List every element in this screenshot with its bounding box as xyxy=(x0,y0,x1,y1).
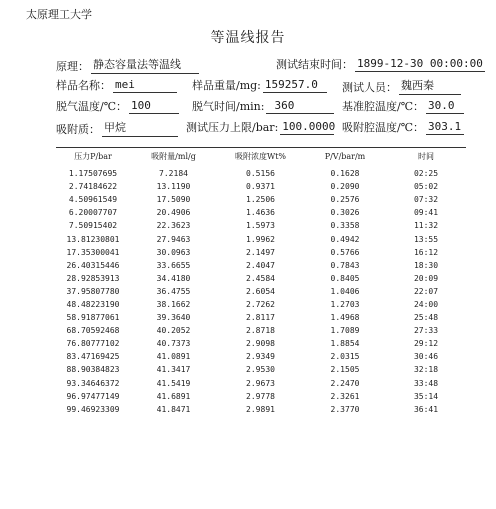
adsorption-amount-cell: 30.0963 xyxy=(156,247,191,257)
adsorption-amount-cell: 7.2184 xyxy=(159,169,188,179)
adsorption-concentration-cell: 2.9098 xyxy=(246,339,275,349)
sample-name-label: 样品名称： xyxy=(56,79,111,92)
adsorption-concentration-cell: 2.9891 xyxy=(246,404,275,414)
pressure-cell: 4.50961549 xyxy=(68,195,118,205)
sample-name-field xyxy=(56,77,177,93)
pressure-cell: 99.46923309 xyxy=(66,404,120,414)
principle-value: 静态容量法等温线 xyxy=(91,56,199,74)
adsorption-concentration-cell: 1.2506 xyxy=(246,195,275,205)
adsorbate-label: 吸附质： xyxy=(56,123,100,136)
time-cell: 36:41 xyxy=(413,404,439,414)
adsorption-concentration-cell: 2.6054 xyxy=(246,286,275,296)
adsorption-amount-cell: 41.3417 xyxy=(156,365,191,375)
pv-cell: 0.7843 xyxy=(330,260,360,270)
pv-cell: 2.3261 xyxy=(330,391,360,401)
time-cell: 27:33 xyxy=(413,326,439,336)
pressure-cell: 88.90384823 xyxy=(66,365,120,375)
sample-weight-label: 样品重量/mg: xyxy=(192,79,261,92)
table-row xyxy=(56,193,466,206)
table-row xyxy=(56,259,466,272)
table-row xyxy=(56,180,466,193)
adsorbate-field xyxy=(56,119,178,137)
adsorption-amount-cell: 38.1662 xyxy=(156,299,191,309)
table-row xyxy=(56,390,466,403)
pv-cell: 1.2703 xyxy=(330,299,360,309)
table-row xyxy=(56,377,466,390)
degas-temp-field xyxy=(56,98,179,114)
pv-cell: 0.2576 xyxy=(330,195,360,205)
adsorption-amount-cell: 33.6655 xyxy=(156,260,191,270)
pv-cell: 1.7089 xyxy=(330,326,360,336)
end-time-value: 1899-12-30 00:00:00 xyxy=(357,57,483,70)
tester-label: 测试人员： xyxy=(342,81,397,94)
time-cell: 09:41 xyxy=(413,208,439,218)
pv-cell: 0.3026 xyxy=(330,208,360,218)
pressure-cell: 26.40315446 xyxy=(66,260,120,270)
table-row xyxy=(56,167,466,180)
adsorption-amount-cell: 40.7373 xyxy=(156,339,191,349)
sample-weight-value: 159257.0 xyxy=(263,78,327,93)
time-cell: 11:32 xyxy=(413,221,439,231)
pv-cell: 0.3358 xyxy=(330,221,360,231)
principle-field xyxy=(56,56,199,74)
degas-time-label: 脱气时间/min: xyxy=(192,100,265,113)
info-row-4 xyxy=(56,119,466,140)
time-cell: 02:25 xyxy=(413,169,439,179)
pressure-cell: 6.20007707 xyxy=(68,208,118,218)
header-adsorption-concentration: 吸附浓度Wt% xyxy=(234,152,287,161)
adsorption-concentration-cell: 2.8718 xyxy=(246,326,275,336)
sample-weight-field xyxy=(192,77,327,93)
pressure-cell: 48.48223190 xyxy=(66,299,120,309)
pressure-cell: 2.74184622 xyxy=(68,182,118,192)
adsorbate-value: 甲烷 xyxy=(102,119,178,137)
degas-temp-value: 100 xyxy=(129,99,179,114)
pressure-cell: 83.47169425 xyxy=(66,352,120,362)
table-row xyxy=(56,272,466,285)
tester-value: 魏西秦 xyxy=(399,77,461,95)
pressure-cell: 37.95807780 xyxy=(66,286,120,296)
pressure-cell: 1.17507695 xyxy=(68,169,118,179)
time-cell: 24:00 xyxy=(413,299,439,309)
adsorption-concentration-cell: 1.4636 xyxy=(246,208,275,218)
pv-cell: 2.2470 xyxy=(330,378,360,388)
base-temp-field xyxy=(342,98,464,114)
info-row-1 xyxy=(56,56,483,77)
adsorption-amount-cell: 34.4180 xyxy=(156,273,191,283)
principle-label: 原理： xyxy=(56,60,89,73)
header-pressure: 压力P/bar xyxy=(74,152,112,161)
adsorption-concentration-cell: 2.1497 xyxy=(246,247,275,257)
table-row xyxy=(56,363,466,376)
pressure-cell: 17.35300041 xyxy=(66,247,120,257)
adsorption-concentration-cell: 0.9371 xyxy=(246,182,275,192)
pressure-limit-label: 测试压力上限/bar: xyxy=(186,121,279,134)
pv-cell: 0.2090 xyxy=(330,182,360,192)
adsorption-amount-cell: 39.3640 xyxy=(156,313,191,323)
organization-name: 太原理工大学 xyxy=(26,8,92,21)
pv-cell: 0.8405 xyxy=(330,273,360,283)
adsorption-amount-cell: 17.5090 xyxy=(156,195,191,205)
adsorption-amount-cell: 13.1190 xyxy=(156,182,191,192)
pv-cell: 1.8854 xyxy=(330,339,360,349)
info-row-3 xyxy=(56,98,466,119)
pv-cell: 2.3770 xyxy=(330,404,360,414)
adsorption-concentration-cell: 1.5973 xyxy=(246,221,275,231)
pressure-cell: 7.50915402 xyxy=(68,221,118,231)
pv-cell: 0.4942 xyxy=(330,234,360,244)
ads-temp-value: 303.1 xyxy=(426,120,464,135)
pv-cell: 2.1505 xyxy=(330,365,360,375)
table-header-row xyxy=(56,151,466,167)
pressure-cell: 93.34646372 xyxy=(66,378,120,388)
pv-cell: 0.1628 xyxy=(330,169,360,179)
time-cell: 05:02 xyxy=(413,182,439,192)
adsorption-concentration-cell: 2.9673 xyxy=(246,378,275,388)
table-row xyxy=(56,206,466,219)
adsorption-amount-cell: 41.5419 xyxy=(156,378,191,388)
time-cell: 13:55 xyxy=(413,234,439,244)
table-row xyxy=(56,403,466,416)
pressure-cell: 76.80777102 xyxy=(66,339,120,349)
table-row xyxy=(56,246,466,259)
adsorption-amount-cell: 27.9463 xyxy=(156,234,191,244)
table-row xyxy=(56,350,466,363)
pv-cell: 2.0315 xyxy=(330,352,360,362)
ads-temp-field xyxy=(342,119,464,135)
header-adsorption-amount: 吸附量/ml/g xyxy=(151,152,196,161)
adsorption-concentration-cell: 1.9962 xyxy=(246,234,275,244)
pv-cell: 1.0406 xyxy=(330,286,360,296)
adsorption-concentration-cell: 0.5156 xyxy=(246,169,275,179)
table-row xyxy=(56,337,466,350)
time-cell: 29:12 xyxy=(413,339,439,349)
isotherm-table xyxy=(56,151,466,416)
time-cell: 35:14 xyxy=(413,391,439,401)
pv-cell: 0.5766 xyxy=(330,247,360,257)
pressure-cell: 13.81230801 xyxy=(66,234,120,244)
pressure-cell: 96.97477149 xyxy=(66,391,120,401)
time-cell: 16:12 xyxy=(413,247,439,257)
info-row-2 xyxy=(56,77,466,98)
table-row xyxy=(56,298,466,311)
header-time: 时间 xyxy=(418,152,434,161)
end-time-field xyxy=(276,56,485,72)
table-row xyxy=(56,219,466,232)
adsorption-concentration-cell: 2.4047 xyxy=(246,260,275,270)
table-row xyxy=(56,324,466,337)
adsorption-concentration-cell: 2.8117 xyxy=(246,313,275,323)
time-cell: 33:48 xyxy=(413,378,439,388)
base-temp-label: 基准腔温度/℃： xyxy=(342,100,425,113)
degas-temp-label: 脱气温度/℃： xyxy=(56,100,128,113)
table-row xyxy=(56,311,466,324)
ads-temp-label: 吸附腔温度/℃： xyxy=(342,121,425,134)
time-cell: 18:30 xyxy=(413,260,439,270)
pressure-cell: 68.70592468 xyxy=(66,326,120,336)
adsorption-concentration-cell: 2.9349 xyxy=(246,352,275,362)
degas-time-field xyxy=(192,98,334,114)
pv-cell: 1.4968 xyxy=(330,313,360,323)
pressure-cell: 28.92853913 xyxy=(66,273,120,283)
time-cell: 30:46 xyxy=(413,352,439,362)
adsorption-amount-cell: 36.4755 xyxy=(156,286,191,296)
table-body xyxy=(56,167,466,416)
adsorption-amount-cell: 41.8471 xyxy=(156,404,191,414)
pressure-limit-value: 100.0000 xyxy=(282,120,336,133)
pressure-cell: 58.91877061 xyxy=(66,313,120,323)
adsorption-concentration-cell: 2.9530 xyxy=(246,365,275,375)
report-title: 等温线报告 xyxy=(210,30,286,46)
adsorption-amount-cell: 22.3623 xyxy=(156,221,191,231)
adsorption-amount-cell: 41.0891 xyxy=(156,352,191,362)
table-row xyxy=(56,232,466,245)
adsorption-amount-cell: 41.6891 xyxy=(156,391,191,401)
adsorption-concentration-cell: 2.7262 xyxy=(246,299,275,309)
time-cell: 22:07 xyxy=(413,286,439,296)
end-time-label: 测试结束时间： xyxy=(276,58,353,71)
table-row xyxy=(56,285,466,298)
base-temp-value: 30.0 xyxy=(426,99,464,114)
time-cell: 07:32 xyxy=(413,195,439,205)
tester-field xyxy=(342,77,461,95)
header-pv: P/V/bar/m xyxy=(324,152,366,161)
degas-time-value: 360 xyxy=(266,99,334,114)
adsorption-amount-cell: 20.4906 xyxy=(156,208,191,218)
adsorption-concentration-cell: 2.9778 xyxy=(246,391,275,401)
table-top-rule xyxy=(56,147,466,148)
adsorption-concentration-cell: 2.4584 xyxy=(246,273,275,283)
time-cell: 20:09 xyxy=(413,273,439,283)
pressure-limit-field xyxy=(186,119,334,135)
sample-name-value: mei xyxy=(113,78,177,93)
time-cell: 25:48 xyxy=(413,313,439,323)
report-info-block xyxy=(56,56,483,140)
adsorption-amount-cell: 40.2052 xyxy=(156,326,191,336)
time-cell: 32:18 xyxy=(413,365,439,375)
